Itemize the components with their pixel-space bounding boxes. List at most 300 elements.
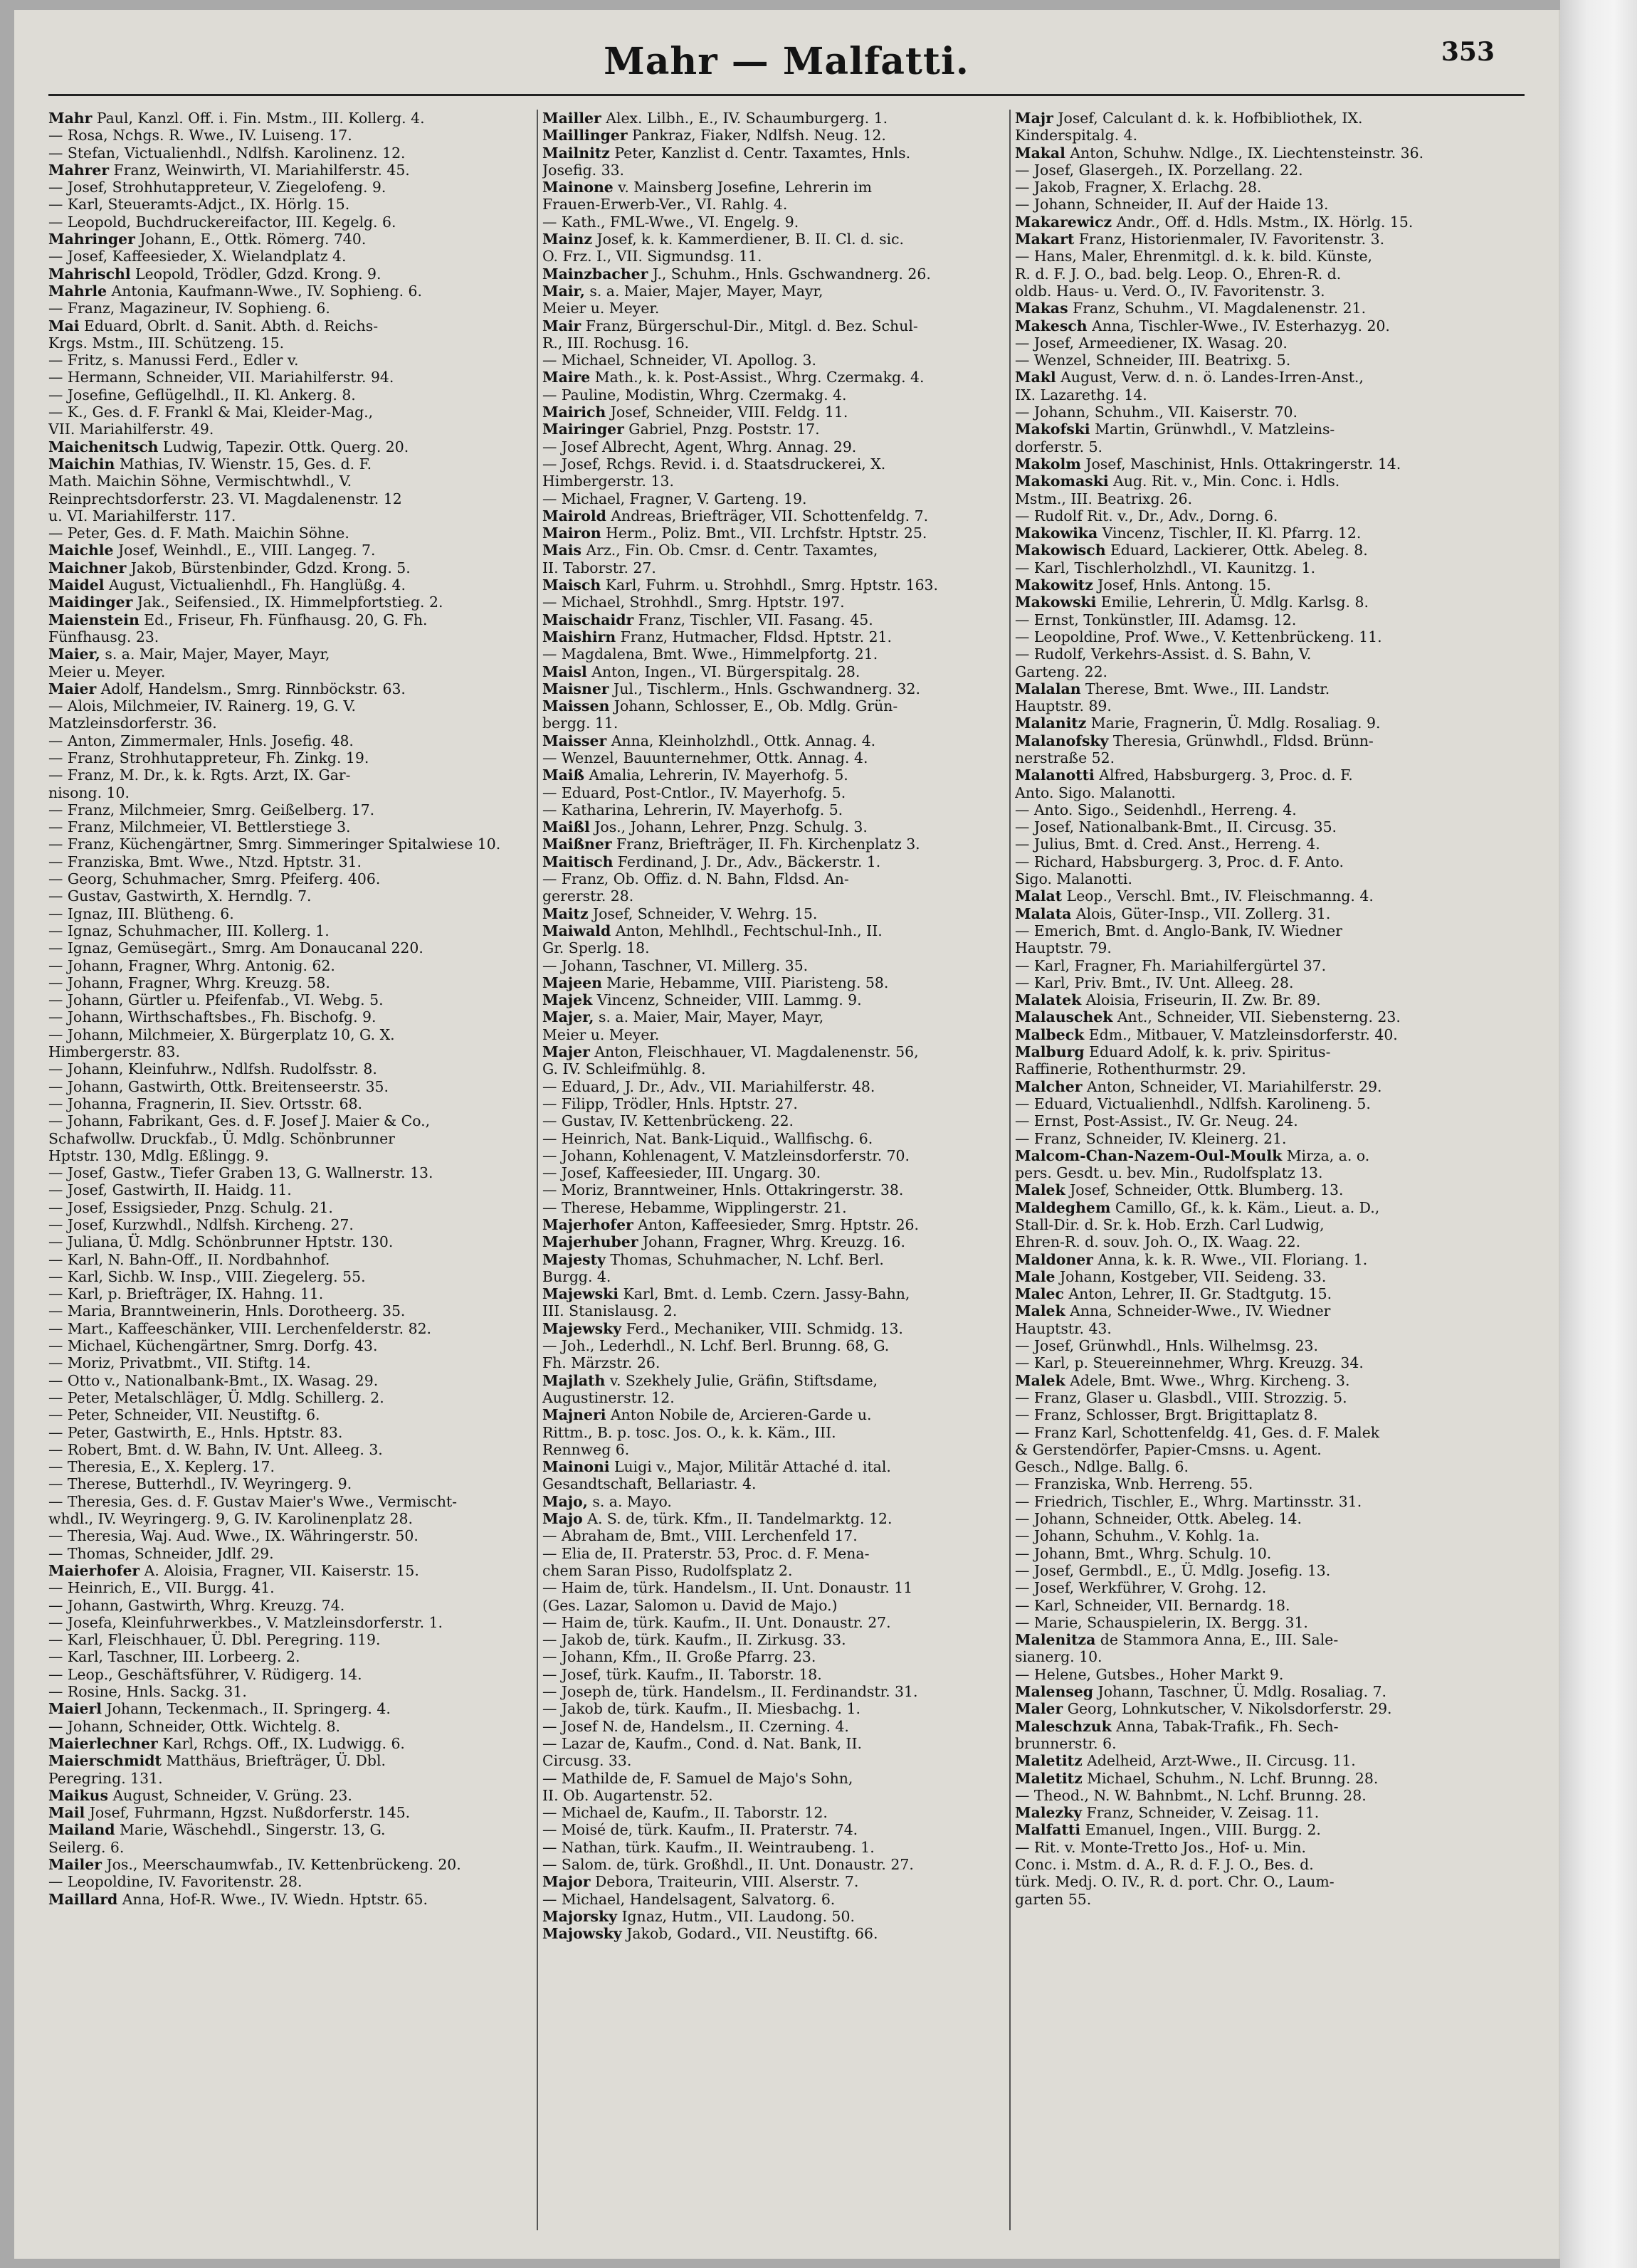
directory-entry-line: Makesch Anna, Tischler-Wwe., IV. Esterhazyg. 20. bbox=[1015, 317, 1390, 334]
directory-entry-line: — Michael, Handelsagent, Salvatorg. 6. bbox=[542, 1890, 836, 1908]
directory-entry-line: — Karl, Steueramts-Adjct., IX. Hörlg. 15. bbox=[48, 196, 350, 213]
directory-entry-line: Frauen-Erwerb-Ver., VI. Rahlg. 4. bbox=[542, 196, 788, 213]
directory-entry-line: Hauptstr. 79. bbox=[1015, 939, 1112, 957]
directory-entry-line: — Jakob de, türk. Kaufm., II. Zirkusg. 33. bbox=[542, 1631, 846, 1649]
directory-entry-line: — Josef, Glasergeh., IX. Porzellang. 22. bbox=[1015, 161, 1303, 179]
directory-entry-line: Majer, s. a. Maier, Mair, Mayer, Mayr, bbox=[542, 1008, 824, 1026]
directory-entry-line: Male Johann, Kostgeber, VII. Seideng. 33. bbox=[1015, 1267, 1327, 1285]
directory-entry-line: türk. Medj. O. IV., R. d. port. Chr. O., Laum- bbox=[1015, 1873, 1335, 1891]
directory-entry-line: Majo, s. a. Mayo. bbox=[542, 1492, 672, 1510]
directory-entry-line: G. IV. Schleifmühlg. 8. bbox=[542, 1060, 706, 1078]
directory-entry-line: — Hans, Maler, Ehrenmitgl. d. k. k. bild. Künste, bbox=[1015, 248, 1373, 265]
directory-entry-line: Maillinger Pankraz, Fiaker, Ndlfsh. Neug. 12. bbox=[542, 127, 886, 144]
directory-entry-line: Malcher Anton, Schneider, VI. Mariahilferstr. 29. bbox=[1015, 1077, 1382, 1095]
directory-entry-line: — Theresia, Ges. d. F. Gustav Maier's Wwe., Vermischt- bbox=[48, 1492, 458, 1510]
directory-entry-line: chem Saran Pisso, Rudolfsplatz 2. bbox=[542, 1561, 793, 1579]
directory-entry-line: Gesandtschaft, Bellariastr. 4. bbox=[542, 1475, 757, 1493]
directory-entry-line: Rennweg 6. bbox=[542, 1440, 630, 1458]
directory-entry-line: Gr. Sperlg. 18. bbox=[542, 939, 650, 957]
directory-entry-line: — Moriz, Branntweiner, Hnls. Ottakringerstr. 38. bbox=[542, 1181, 904, 1199]
directory-entry-line: Mainz Josef, k. k. Kammerdiener, B. II. Cl. d. sic. bbox=[542, 231, 905, 248]
directory-entry-line: — Therese, Hebamme, Wipplingerstr. 21. bbox=[542, 1198, 847, 1216]
directory-entry-line: — Josef, Germbdl., E., Ü. Mdlg. Josefig. 13. bbox=[1015, 1561, 1331, 1579]
directory-entry-line: Makas Franz, Schuhm., VI. Magdalenenstr. 21. bbox=[1015, 300, 1367, 317]
directory-entry-line: Makl August, Verw. d. n. ö. Landes-Irren-Anst., bbox=[1015, 369, 1364, 386]
directory-entry-line: — Nathan, türk. Kaufm., II. Weintraubeng. 1. bbox=[542, 1838, 875, 1856]
directory-entry-line: Majer Anton, Fleischhauer, VI. Magdalenenstr. 56, bbox=[542, 1043, 919, 1061]
directory-entry-line: — Franz, Schlosser, Brgt. Brigittaplatz 8. bbox=[1015, 1406, 1318, 1424]
directory-entry-line: Sigo. Malanotti. bbox=[1015, 870, 1132, 888]
directory-entry-line: — Josef, Nationalbank-Bmt., II. Circusg. 35. bbox=[1015, 818, 1337, 836]
directory-entry-line: Makowitz Josef, Hnls. Antong. 15. bbox=[1015, 576, 1271, 594]
directory-entry-line: Mahrle Antonia, Kaufmann-Wwe., IV. Sophieng. 6. bbox=[48, 282, 422, 300]
directory-entry-line: Hptstr. 130, Mdlg. Eßlingg. 9. bbox=[48, 1146, 269, 1164]
directory-entry-line: Meier u. Meyer. bbox=[48, 663, 166, 680]
directory-entry-line: Makolm Josef, Maschinist, Hnls. Ottakringerstr. 14. bbox=[1015, 455, 1401, 473]
directory-entry-line: brunnerstr. 6. bbox=[1015, 1734, 1117, 1752]
directory-entry-line: II. Taborstr. 27. bbox=[542, 559, 656, 576]
directory-entry-line: Fünfhausg. 23. bbox=[48, 628, 159, 645]
directory-entry-line: — Haim de, türk. Kaufm., II. Unt. Donaustr. 27. bbox=[542, 1613, 891, 1631]
directory-entry-line: — Franziska, Bmt. Wwe., Ntzd. Hptstr. 31. bbox=[48, 853, 362, 870]
directory-entry-line: — Mathilde de, F. Samuel de Majo's Sohn, bbox=[542, 1769, 853, 1787]
directory-entry-line: — Josef, Kaffeesieder, X. Wielandplatz 4. bbox=[48, 248, 347, 265]
directory-entry-line: Garteng. 22. bbox=[1015, 663, 1108, 680]
directory-entry-line: Maier Adolf, Handelsm., Smrg. Rinnböckstr. 63. bbox=[48, 680, 406, 697]
directory-entry-line: — Johann, Schuhm., V. Kohlg. 1a. bbox=[1015, 1527, 1260, 1545]
directory-entry-line: sianerg. 10. bbox=[1015, 1648, 1102, 1666]
directory-entry-line: Mail Josef, Fuhrmann, Hgzst. Nußdorferstr. 145. bbox=[48, 1804, 411, 1822]
directory-entry-line: Math. Maichin Söhne, Vermischtwhdl., V. bbox=[48, 473, 352, 490]
directory-entry-line: — Peter, Ges. d. F. Math. Maichin Söhne. bbox=[48, 524, 349, 542]
directory-entry-line: — Johann, Gastwirth, Whrg. Kreuzg. 74. bbox=[48, 1596, 345, 1614]
directory-entry-line: — Marie, Schauspielerin, IX. Bergg. 31. bbox=[1015, 1613, 1308, 1631]
directory-entry-line: — Filipp, Trödler, Hnls. Hptstr. 27. bbox=[542, 1095, 798, 1112]
directory-entry-line: Himbergerstr. 13. bbox=[542, 473, 674, 490]
directory-entry-line: — Karl, Fleischhauer, Ü. Dbl. Peregring. 119. bbox=[48, 1631, 381, 1649]
directory-entry-line: Malalan Therese, Bmt. Wwe., III. Landstr. bbox=[1015, 680, 1330, 697]
directory-entry-line: — Theresia, Waj. Aud. Wwe., IX. Währingerstr. 50. bbox=[48, 1527, 419, 1545]
directory-entry-line: — Leopold, Buchdruckereifactor, III. Kegelg. 6. bbox=[48, 213, 396, 231]
directory-column-2 bbox=[542, 110, 1033, 2230]
directory-entry-line: — Karl, Priv. Bmt., IV. Unt. Alleeg. 28. bbox=[1015, 974, 1294, 991]
directory-entry-line: Maletitz Michael, Schuhm., N. Lchf. Brunng. 28. bbox=[1015, 1769, 1379, 1787]
directory-entry-line: Rittm., B. p. tosc. Jos. O., k. k. Käm., III. bbox=[542, 1423, 836, 1441]
directory-entry-line: Makart Franz, Historienmaler, IV. Favoritenstr. 3. bbox=[1015, 231, 1385, 248]
directory-entry-line: Malek Anna, Schneider-Wwe., IV. Wiedner bbox=[1015, 1302, 1331, 1320]
directory-entry-line: Maißner Franz, Briefträger, II. Fh. Kirchenplatz 3. bbox=[542, 835, 920, 853]
directory-entry-line: — Katharina, Lehrerin, IV. Mayerhofg. 5. bbox=[542, 801, 843, 818]
directory-entry-line: — Johann, Kfm., II. Große Pfarrg. 23. bbox=[542, 1648, 816, 1666]
directory-entry-line: Stall-Dir. d. Sr. k. Hob. Erzh. Carl Ludwig, bbox=[1015, 1216, 1325, 1233]
directory-entry-line: Mailand Marie, Wäschehdl., Singerstr. 13, G. bbox=[48, 1821, 386, 1839]
directory-entry-line: Himbergerstr. 83. bbox=[48, 1043, 180, 1061]
directory-entry-line: — Franz Karl, Schottenfeldg. 41, Ges. d. F. Malek bbox=[1015, 1423, 1380, 1441]
directory-entry-line: — Rosine, Hnls. Sackg. 31. bbox=[48, 1683, 247, 1701]
directory-entry-line: Malek Adele, Bmt. Wwe., Whrg. Kircheng. 3. bbox=[1015, 1371, 1350, 1389]
directory-entry-line: Malenitza de Stammora Anna, E., III. Sale- bbox=[1015, 1631, 1339, 1649]
directory-entry-line: Malata Alois, Güter-Insp., VII. Zollerg. 31. bbox=[1015, 904, 1331, 922]
directory-entry-line: Malat Leop., Verschl. Bmt., IV. Fleischmanng. 4. bbox=[1015, 887, 1374, 905]
directory-page bbox=[14, 10, 1559, 2259]
directory-entry-line: nisong. 10. bbox=[48, 784, 130, 801]
directory-entry-line: (Ges. Lazar, Salomon u. David de Majo.) bbox=[542, 1596, 838, 1614]
directory-entry-line: — Moriz, Privatbmt., VII. Stiftg. 14. bbox=[48, 1354, 311, 1372]
directory-entry-line: Maichle Josef, Weinhdl., E., VIII. Langeg. 7. bbox=[48, 542, 376, 559]
directory-entry-line: dorferstr. 5. bbox=[1015, 438, 1103, 455]
directory-entry-line: Maisl Anton, Ingen., VI. Bürgerspitalg. 28. bbox=[542, 663, 860, 680]
directory-entry-line: — Josef, Armeediener, IX. Wasag. 20. bbox=[1015, 334, 1288, 352]
directory-entry-line: — Johann, Bmt., Whrg. Schulg. 10. bbox=[1015, 1544, 1272, 1562]
directory-entry-line: Maleschzuk Anna, Tabak-Trafik., Fh. Sech- bbox=[1015, 1717, 1339, 1735]
directory-entry-line: — Johann, Kleinfuhrw., Ndlfsh. Rudolfsstr. 8. bbox=[48, 1060, 377, 1078]
directory-entry-line: — Peter, Metalschläger, Ü. Mdlg. Schillerg. 2. bbox=[48, 1388, 384, 1406]
directory-entry-line: Makal Anton, Schuhw. Ndlge., IX. Liechtensteinstr. 36. bbox=[1015, 144, 1424, 162]
directory-entry-line: whdl., IV. Weyringerg. 9, G. IV. Karolinenplatz 28. bbox=[48, 1510, 413, 1528]
directory-entry-line: Maierhofer A. Aloisia, Fragner, VII. Kaiserstr. 15. bbox=[48, 1561, 419, 1579]
directory-entry-line: Makomaski Aug. Rit. v., Min. Conc. i. Hdls. bbox=[1015, 473, 1340, 490]
directory-entry-line: Majerhofer Anton, Kaffeesieder, Smrg. Hptstr. 26. bbox=[542, 1216, 920, 1233]
directory-entry-line: — Mart., Kaffeeschänker, VIII. Lerchenfelderstr. 82. bbox=[48, 1319, 432, 1337]
directory-entry-line: — Karl, Taschner, III. Lorbeerg. 2. bbox=[48, 1648, 300, 1666]
directory-entry-line: — Julius, Bmt. d. Cred. Anst., Herreng. 4. bbox=[1015, 835, 1320, 853]
directory-entry-line: — Johann, Schuhm., VII. Kaiserstr. 70. bbox=[1015, 404, 1298, 421]
directory-entry-line: III. Stanislausg. 2. bbox=[542, 1302, 678, 1320]
directory-entry-line: Majek Vincenz, Schneider, VIII. Lammg. 9. bbox=[542, 991, 862, 1009]
directory-entry-line: Mair Franz, Bürgerschul-Dir., Mitgl. d. Bez. Schul- bbox=[542, 317, 918, 334]
directory-entry-line: — Josef, Gastwirth, II. Haidg. 11. bbox=[48, 1181, 292, 1199]
directory-entry-line: — Josefine, Geflügelhdl., II. Kl. Ankerg. 8. bbox=[48, 386, 356, 404]
directory-entry-line: — Johann, Fragner, Whrg. Kreuzg. 58. bbox=[48, 974, 330, 991]
directory-entry-line: Krgs. Mstm., III. Schützeng. 15. bbox=[48, 334, 285, 352]
directory-entry-line: Malezky Franz, Schneider, V. Zeisag. 11. bbox=[1015, 1804, 1320, 1822]
directory-entry-line: — Jakob de, türk. Kaufm., II. Miesbachg. 1. bbox=[542, 1700, 860, 1718]
directory-entry-line: — Michael, Strohhdl., Smrg. Hptstr. 197. bbox=[542, 594, 845, 611]
directory-entry-line: — Anto. Sigo., Seidenhdl., Herreng. 4. bbox=[1015, 801, 1297, 818]
directory-entry-line: — Johann, Gürtler u. Pfeifenfab., VI. Webg. 5. bbox=[48, 991, 384, 1009]
directory-entry-line: — Ignaz, III. Blütheng. 6. bbox=[48, 904, 234, 922]
directory-entry-line: — Lazar de, Kaufm., Cond. d. Nat. Bank, II. bbox=[542, 1734, 863, 1752]
directory-entry-line: Gesch., Ndlge. Ballg. 6. bbox=[1015, 1458, 1189, 1476]
directory-entry-line: — Helene, Gutsbes., Hoher Markt 9. bbox=[1015, 1665, 1284, 1683]
directory-entry-line: Maichenitsch Ludwig, Tapezir. Ottk. Querg. 20. bbox=[48, 438, 409, 455]
directory-entry-line: — Leop., Geschäftsführer, V. Rüdigerg. 14. bbox=[48, 1665, 362, 1683]
directory-entry-line: — Hermann, Schneider, VII. Mariahilferstr. 94. bbox=[48, 369, 394, 386]
directory-entry-line: — Haim de, türk. Handelsm., II. Unt. Donaustr. 11 bbox=[542, 1579, 913, 1597]
directory-entry-line: R., III. Rochusg. 16. bbox=[542, 334, 690, 352]
directory-entry-line: Hauptstr. 89. bbox=[1015, 697, 1112, 715]
directory-entry-line: Maikus August, Schneider, V. Grüng. 23. bbox=[48, 1786, 352, 1804]
directory-entry-line: Maler Georg, Lohnkutscher, V. Nikolsdorferstr. 29. bbox=[1015, 1700, 1392, 1718]
directory-entry-line: IX. Lazarethg. 14. bbox=[1015, 386, 1147, 404]
directory-entry-line: — Johann, Taschner, VI. Millerg. 35. bbox=[542, 956, 809, 974]
directory-entry-line: Majesty Thomas, Schuhmacher, N. Lchf. Berl. bbox=[542, 1250, 884, 1268]
directory-entry-line: — Franz, Milchmeier, Smrg. Geißelberg. 17. bbox=[48, 801, 375, 818]
directory-entry-line: oldb. Haus- u. Verd. O., IV. Favoritenstr. 3. bbox=[1015, 282, 1325, 300]
directory-entry-line: Makowika Vincenz, Tischler, II. Kl. Pfarrg. 12. bbox=[1015, 524, 1362, 542]
directory-entry-line: — Otto v., Nationalbank-Bmt., IX. Wasag. 29. bbox=[48, 1371, 379, 1389]
directory-entry-line: Fh. Märzstr. 26. bbox=[542, 1354, 660, 1372]
page-number: 353 bbox=[1441, 37, 1495, 67]
directory-entry-line: Maißl Jos., Johann, Lehrer, Pnzg. Schulg. 3. bbox=[542, 818, 868, 836]
directory-entry-line: Mahr Paul, Kanzl. Off. i. Fin. Mstm., III. Kollerg. 4. bbox=[48, 110, 425, 127]
directory-entry-line: Makarewicz Andr., Off. d. Hdls. Mstm., IX. Hörlg. 15. bbox=[1015, 213, 1414, 231]
directory-entry-line: Malanitz Marie, Fragnerin, Ü. Mdlg. Rosaliag. 9. bbox=[1015, 714, 1381, 732]
directory-entry-line: — Stefan, Victualienhdl., Ndlfsh. Karolinenz. 12. bbox=[48, 144, 406, 162]
directory-entry-line: Mairich Josef, Schneider, VIII. Feldg. 11. bbox=[542, 404, 848, 421]
directory-entry-line: — Karl, Schneider, VII. Bernardg. 18. bbox=[1015, 1596, 1290, 1614]
directory-entry-line: Majorsky Ignaz, Hutm., VII. Laudong. 50. bbox=[542, 1907, 855, 1925]
directory-entry-line: Makowski Emilie, Lehrerin, Ü. Mdlg. Karlsg. 8. bbox=[1015, 594, 1369, 611]
directory-entry-line: — Rit. v. Monte-Tretto Jos., Hof- u. Min. bbox=[1015, 1838, 1306, 1856]
directory-entry-line: Maidel August, Victualienhdl., Fh. Hanglüßg. 4. bbox=[48, 576, 406, 594]
directory-entry-line: Maldeghem Camillo, Gf., k. k. Käm., Lieut. a. D., bbox=[1015, 1198, 1380, 1216]
directory-entry-line: — Friedrich, Tischler, E., Whrg. Martinsstr. 31. bbox=[1015, 1492, 1362, 1510]
directory-entry-line: — Josef Albrecht, Agent, Whrg. Annag. 29. bbox=[542, 438, 857, 455]
directory-entry-line: Burgg. 4. bbox=[542, 1267, 611, 1285]
directory-entry-line: Malfatti Emanuel, Ingen., VIII. Burgg. 2. bbox=[1015, 1821, 1321, 1839]
directory-entry-line: — Michael, Küchengärtner, Smrg. Dorfg. 43. bbox=[48, 1337, 378, 1355]
directory-entry-line: — Ernst, Post-Assist., IV. Gr. Neug. 24. bbox=[1015, 1112, 1298, 1130]
directory-entry-line: Anto. Sigo. Malanotti. bbox=[1015, 784, 1176, 801]
directory-entry-line: Maitz Josef, Schneider, V. Wehrg. 15. bbox=[542, 904, 818, 922]
directory-entry-line: — Johann, Gastwirth, Ottk. Breitenseerstr. 35. bbox=[48, 1077, 389, 1095]
directory-entry-line: — Franz, M. Dr., k. k. Rgts. Arzt, IX. Gar- bbox=[48, 766, 351, 784]
directory-entry-line: — Rudolf, Verkehrs-Assist. d. S. Bahn, V. bbox=[1015, 645, 1312, 663]
directory-entry-line: — Michael, Schneider, VI. Apollog. 3. bbox=[542, 352, 816, 369]
directory-entry-line: Kinderspitalg. 4. bbox=[1015, 127, 1138, 144]
directory-entry-line: — Franz, Schneider, IV. Kleinerg. 21. bbox=[1015, 1129, 1287, 1147]
directory-entry-line: Maldoner Anna, k. k. R. Wwe., VII. Floriang. 1. bbox=[1015, 1250, 1368, 1268]
page-title: Mahr — Malfatti. bbox=[604, 40, 969, 83]
directory-entry-line: Maischaidr Franz, Tischler, VII. Fasang. 45. bbox=[542, 611, 873, 628]
directory-entry-line: Reinprechtsdorferstr. 23. VI. Magdalenenstr. 12 bbox=[48, 490, 402, 507]
directory-entry-line: — Fritz, s. Manussi Ferd., Edler v. bbox=[48, 352, 299, 369]
directory-entry-line: Maillard Anna, Hof-R. Wwe., IV. Wiedn. Hptstr. 65. bbox=[48, 1890, 428, 1908]
directory-entry-line: — Peter, Gastwirth, E., Hnls. Hptstr. 83. bbox=[48, 1423, 343, 1441]
directory-entry-line: — Franz, Strohhutappreteur, Fh. Zinkg. 19. bbox=[48, 749, 369, 766]
directory-entry-line: — Peter, Schneider, VII. Neustiftg. 6. bbox=[48, 1406, 320, 1424]
directory-entry-line: Malburg Eduard Adolf, k. k. priv. Spiritus- bbox=[1015, 1043, 1331, 1061]
directory-entry-line: Mailer Jos., Meerschaumwfab., IV. Kettenbrückeng. 20. bbox=[48, 1855, 461, 1873]
directory-entry-line: — Karl, Tischlerholzhdl., VI. Kaunitzg. 1. bbox=[1015, 559, 1316, 576]
directory-entry-line: Majlath v. Szekhely Julie, Gräfin, Stiftsdame, bbox=[542, 1371, 878, 1389]
directory-entry-line: Maletitz Adelheid, Arzt-Wwe., II. Circusg. 11. bbox=[1015, 1752, 1356, 1770]
directory-entry-line: — Franz, Glaser u. Glasbdl., VIII. Strozzig. 5. bbox=[1015, 1388, 1347, 1406]
column-divider bbox=[1009, 110, 1011, 2230]
directory-entry-line: — Leopoldine, IV. Favoritenstr. 28. bbox=[48, 1873, 302, 1891]
directory-entry-line: — Eduard, Post-Cntlor., IV. Mayerhofg. 5. bbox=[542, 784, 846, 801]
directory-entry-line: Meier u. Meyer. bbox=[542, 300, 660, 317]
column-divider bbox=[537, 110, 538, 2230]
directory-entry-line: Matzleinsdorferstr. 36. bbox=[48, 714, 217, 732]
directory-entry-line: — Josef, Rchgs. Revid. i. d. Staatsdruckerei, X. bbox=[542, 455, 886, 473]
directory-entry-line: Maierschmidt Matthäus, Briefträger, Ü. Dbl. bbox=[48, 1752, 386, 1770]
directory-entry-line: Mahrischl Leopold, Trödler, Gdzd. Krong. 9. bbox=[48, 265, 381, 283]
directory-entry-line: — Franz, Magazineur, IV. Sophieng. 6. bbox=[48, 300, 330, 317]
directory-entry-line: Makofski Martin, Grünwhdl., V. Matzleins- bbox=[1015, 421, 1335, 438]
directory-entry-line: Josefig. 33. bbox=[542, 161, 625, 179]
directory-entry-line: — Franziska, Wnb. Herreng. 55. bbox=[1015, 1475, 1253, 1493]
directory-entry-line: — Johann, Schneider, II. Auf der Haide 13. bbox=[1015, 196, 1329, 213]
directory-entry-line: II. Ob. Augartenstr. 52. bbox=[542, 1786, 713, 1804]
directory-entry-line: nerstraße 52. bbox=[1015, 749, 1115, 766]
directory-entry-line: Mairinger Gabriel, Pnzg. Poststr. 17. bbox=[542, 421, 820, 438]
directory-entry-line: Maisch Karl, Fuhrm. u. Strohhdl., Smrg. Hptstr. 163. bbox=[542, 576, 939, 594]
directory-entry-line: — Josef N. de, Handelsm., II. Czerning. 4. bbox=[542, 1717, 849, 1735]
directory-entry-line: Malanofsky Theresia, Grünwhdl., Fldsd. Brünn- bbox=[1015, 732, 1374, 749]
directory-entry-line: O. Frz. I., VII. Sigmundsg. 11. bbox=[542, 248, 762, 265]
directory-column-1 bbox=[48, 110, 539, 2230]
directory-entry-line: Majewsky Ferd., Mechaniker, VIII. Schmidg. 13. bbox=[542, 1319, 903, 1337]
directory-entry-line: — Wenzel, Schneider, III. Beatrixg. 5. bbox=[1015, 352, 1291, 369]
directory-entry-line: Mainoni Luigi v., Major, Militär Attaché d. ital. bbox=[542, 1458, 891, 1476]
directory-entry-line: — Emerich, Bmt. d. Anglo-Bank, IV. Wiedner bbox=[1015, 922, 1342, 939]
directory-entry-line: Maissen Johann, Schlosser, E., Ob. Mdlg. Grün- bbox=[542, 697, 898, 715]
directory-entry-line: — Jakob, Fragner, X. Erlachg. 28. bbox=[1015, 179, 1262, 196]
directory-entry-line: — Magdalena, Bmt. Wwe., Himmelpfortg. 21. bbox=[542, 645, 878, 663]
directory-entry-line: — Josef, Grünwhdl., Hnls. Wilhelmsg. 23. bbox=[1015, 1337, 1319, 1355]
directory-entry-line: pers. Gesdt. u. bev. Min., Rudolfsplatz 13. bbox=[1015, 1164, 1323, 1182]
scan-edge bbox=[1560, 0, 1637, 2268]
directory-entry-line: — Ignaz, Gemüsegärt., Smrg. Am Donaucanal 220. bbox=[48, 939, 423, 957]
directory-entry-line: Maishirn Franz, Hutmacher, Fldsd. Hptstr. 21. bbox=[542, 628, 893, 645]
directory-entry-line: Majo A. S. de, türk. Kfm., II. Tandelmarktg. 12. bbox=[542, 1510, 893, 1528]
directory-entry-line: Circusg. 33. bbox=[542, 1752, 632, 1770]
directory-entry-line: — Anton, Zimmermaler, Hnls. Josefig. 48. bbox=[48, 732, 354, 749]
directory-entry-line: & Gerstendörfer, Papier-Cmsns. u. Agent. bbox=[1015, 1440, 1322, 1458]
directory-entry-line: — Johann, Kohlenagent, V. Matzleinsdorferstr. 70. bbox=[542, 1146, 910, 1164]
directory-entry-line: Malek Josef, Schneider, Ottk. Blumberg. 13. bbox=[1015, 1181, 1344, 1199]
directory-entry-line: Maidinger Jak., Seifensied., IX. Himmelpfortstieg. 2. bbox=[48, 594, 443, 611]
directory-entry-line: gererstr. 28. bbox=[542, 887, 634, 905]
directory-entry-line: — Franz, Küchengärtner, Smrg. Simmeringer Spitalwiese 10. bbox=[48, 835, 501, 853]
directory-entry-line: Maierl Johann, Teckenmach., II. Springerg. 4. bbox=[48, 1700, 391, 1718]
directory-entry-line: Malcom-Chan-Nazem-Oul-Moulk Mirza, a. o. bbox=[1015, 1146, 1370, 1164]
directory-entry-line: — Moisé de, türk. Kaufm., II. Praterstr. 74. bbox=[542, 1821, 858, 1839]
directory-entry-line: — Ignaz, Schuhmacher, III. Kollerg. 1. bbox=[48, 922, 330, 939]
directory-entry-line: — Salom. de, türk. Großhdl., II. Unt. Donaustr. 27. bbox=[542, 1855, 914, 1873]
directory-entry-line: — Karl, p. Steuereinnehmer, Whrg. Kreuzg. 34. bbox=[1015, 1354, 1364, 1372]
directory-entry-line: Maire Math., k. k. Post-Assist., Whrg. Czermakg. 4. bbox=[542, 369, 925, 386]
directory-entry-line: — Karl, Fragner, Fh. Mariahilfergürtel 37. bbox=[1015, 956, 1327, 974]
directory-entry-line: — Johann, Schneider, Ottk. Abeleg. 14. bbox=[1015, 1510, 1302, 1528]
directory-entry-line: — Johann, Schneider, Ottk. Wichtelg. 8. bbox=[48, 1717, 341, 1735]
directory-entry-line: — Josef, Essigsieder, Pnzg. Schulg. 21. bbox=[48, 1198, 333, 1216]
directory-entry-line: Majr Josef, Calculant d. k. k. Hofbibliothek, IX. bbox=[1015, 110, 1363, 127]
directory-entry-line: Ehren-R. d. souv. Joh. O., IX. Waag. 22. bbox=[1015, 1233, 1301, 1251]
directory-entry-line: — K., Ges. d. F. Frankl & Mai, Kleider-Mag., bbox=[48, 404, 374, 421]
directory-entry-line: — Rudolf Rit. v., Dr., Adv., Dorng. 6. bbox=[1015, 507, 1278, 524]
directory-entry-line: — Pauline, Modistin, Whrg. Czermakg. 4. bbox=[542, 386, 847, 404]
directory-entry-line: — Josef, Werkführer, V. Grohg. 12. bbox=[1015, 1579, 1267, 1597]
directory-entry-line: R. d. F. J. O., bad. belg. Leop. O., Ehren-R. d. bbox=[1015, 265, 1342, 283]
directory-entry-line: Conc. i. Mstm. d. A., R. d. F. J. O., Bes. d. bbox=[1015, 1855, 1314, 1873]
directory-entry-line: Malec Anton, Lehrer, II. Gr. Stadtgutg. 15. bbox=[1015, 1285, 1332, 1303]
directory-entry-line: Malatek Aloisia, Friseurin, II. Zw. Br. 89. bbox=[1015, 991, 1321, 1009]
directory-entry-line: garten 55. bbox=[1015, 1890, 1092, 1908]
directory-entry-line: — Michael, Fragner, V. Garteng. 19. bbox=[542, 490, 807, 507]
directory-entry-line: Majowsky Jakob, Godard., VII. Neustiftg. 66. bbox=[542, 1925, 878, 1943]
directory-entry-line: Maisser Anna, Kleinholzhdl., Ottk. Annag. 4. bbox=[542, 732, 876, 749]
directory-entry-line: Maiwald Anton, Mehlhdl., Fechtschul-Inh., II. bbox=[542, 922, 883, 939]
directory-entry-line: Schafwollw. Druckfab., Ü. Mdlg. Schönbrunner bbox=[48, 1129, 395, 1147]
directory-entry-line: Maisner Jul., Tischlerm., Hnls. Gschwandnerg. 32. bbox=[542, 680, 920, 697]
directory-entry-line: Hauptstr. 43. bbox=[1015, 1319, 1112, 1337]
directory-entry-line: — Wenzel, Bauunternehmer, Ottk. Annag. 4. bbox=[542, 749, 868, 766]
directory-entry-line: — Karl, Sichb. W. Insp., VIII. Ziegelerg. 55. bbox=[48, 1267, 366, 1285]
directory-entry-line: Majewski Karl, Bmt. d. Lemb. Czern. Jassy-Bahn, bbox=[542, 1285, 910, 1303]
directory-entry-line: — Theod., N. W. Bahnbmt., N. Lchf. Brunng. 28. bbox=[1015, 1786, 1367, 1804]
directory-entry-line: — Heinrich, Nat. Bank-Liquid., Wallfischg. 6. bbox=[542, 1129, 873, 1147]
directory-entry-line: — Johann, Fragner, Whrg. Antonig. 62. bbox=[48, 956, 335, 974]
directory-entry-line: Major Debora, Traiteurin, VIII. Alserstr. 7. bbox=[542, 1873, 859, 1891]
directory-entry-line: VII. Mariahilferstr. 49. bbox=[48, 421, 214, 438]
directory-entry-line: Maichin Mathias, IV. Wienstr. 15, Ges. d. F. bbox=[48, 455, 372, 473]
directory-entry-line: Malenseg Johann, Taschner, Ü. Mdlg. Rosaliag. 7. bbox=[1015, 1683, 1387, 1701]
directory-entry-line: Majerhuber Johann, Fragner, Whrg. Kreuzg. 16. bbox=[542, 1233, 905, 1251]
directory-entry-line: — Georg, Schuhmacher, Smrg. Pfeiferg. 406. bbox=[48, 870, 381, 888]
directory-entry-line: — Thomas, Schneider, Jdlf. 29. bbox=[48, 1544, 274, 1562]
directory-entry-line: Mainone v. Mainsberg Josefine, Lehrerin im bbox=[542, 179, 872, 196]
directory-entry-line: Mstm., III. Beatrixg. 26. bbox=[1015, 490, 1193, 507]
directory-entry-line: — Heinrich, E., VII. Burgg. 41. bbox=[48, 1579, 275, 1597]
header-rule bbox=[48, 94, 1525, 96]
directory-entry-line: — Johanna, Fragnerin, II. Siev. Ortsstr. 68. bbox=[48, 1095, 363, 1112]
directory-entry-line: Mailnitz Peter, Kanzlist d. Centr. Taxamtes, Hnls. bbox=[542, 144, 911, 162]
directory-entry-line: Majeen Marie, Hebamme, VIII. Piaristeng. 58. bbox=[542, 974, 889, 991]
directory-column-3 bbox=[1015, 110, 1506, 2230]
directory-entry-line: Maierlechner Karl, Rchgs. Off., IX. Ludwigg. 6. bbox=[48, 1734, 405, 1752]
directory-entry-line: — Franz, Ob. Offiz. d. N. Bahn, Fldsd. An- bbox=[542, 870, 849, 888]
directory-entry-line: Mainzbacher J., Schuhm., Hnls. Gschwandnerg. 26. bbox=[542, 265, 931, 283]
directory-entry-line: u. VI. Mariahilferstr. 117. bbox=[48, 507, 236, 524]
directory-entry-line: — Franz, Milchmeier, VI. Bettlerstiege 3. bbox=[48, 818, 351, 836]
directory-entry-line: — Josef, Kaffeesieder, III. Ungarg. 30. bbox=[542, 1164, 821, 1182]
directory-entry-line: — Therese, Butterhdl., IV. Weyringerg. 9. bbox=[48, 1475, 352, 1493]
directory-entry-line: — Joh., Lederhdl., N. Lchf. Berl. Brunng. 68, G. bbox=[542, 1337, 890, 1355]
directory-entry-line: — Michael de, Kaufm., II. Taborstr. 12. bbox=[542, 1804, 828, 1822]
directory-entry-line: — Josef, Strohhutappreteur, V. Ziegelofeng. 9. bbox=[48, 179, 386, 196]
directory-entry-line: Mais Arz., Fin. Ob. Cmsr. d. Centr. Taxamtes, bbox=[542, 542, 878, 559]
directory-entry-line: Mahringer Johann, E., Ottk. Römerg. 740. bbox=[48, 231, 367, 248]
directory-entry-line: Maichner Jakob, Bürstenbinder, Gdzd. Krong. 5. bbox=[48, 559, 411, 576]
directory-entry-line: — Joseph de, türk. Handelsm., II. Ferdinandstr. 31. bbox=[542, 1683, 918, 1701]
directory-entry-line: — Elia de, II. Praterstr. 53, Proc. d. F. Mena- bbox=[542, 1544, 870, 1562]
directory-entry-line: — Josef, Kurzwhdl., Ndlfsh. Kircheng. 27. bbox=[48, 1216, 354, 1233]
directory-entry-line: — Josef, Gastw., Tiefer Graben 13, G. Wallnerstr. 13. bbox=[48, 1164, 433, 1182]
directory-entry-line: — Eduard, J. Dr., Adv., VII. Mariahilferstr. 48. bbox=[542, 1077, 875, 1095]
directory-entry-line: — Josef, türk. Kaufm., II. Taborstr. 18. bbox=[542, 1665, 822, 1683]
directory-entry-line: Meier u. Meyer. bbox=[542, 1025, 660, 1043]
directory-entry-line: Peregring. 131. bbox=[48, 1769, 163, 1787]
directory-entry-line: Mairon Herm., Poliz. Bmt., VII. Lrchfstr. Hptstr. 25. bbox=[542, 524, 927, 542]
directory-entry-line: — Juliana, Ü. Mdlg. Schönbrunner Hptstr. 130. bbox=[48, 1233, 394, 1251]
directory-entry-line: — Leopoldine, Prof. Wwe., V. Kettenbrückeng. 11. bbox=[1015, 628, 1382, 645]
directory-entry-line: Augustinerstr. 12. bbox=[542, 1388, 675, 1406]
directory-entry-line: Mair, s. a. Maier, Majer, Mayer, Mayr, bbox=[542, 282, 823, 300]
directory-entry-line: Maienstein Ed., Friseur, Fh. Fünfhausg. 20, G. Fh. bbox=[48, 611, 428, 628]
directory-entry-line: — Theresia, E., X. Keplerg. 17. bbox=[48, 1458, 275, 1476]
directory-entry-line: — Johann, Wirthschaftsbes., Fh. Bischofg. 9. bbox=[48, 1008, 377, 1026]
directory-entry-line: — Maria, Branntweinerin, Hnls. Dorotheerg. 35. bbox=[48, 1302, 406, 1320]
directory-entry-line: Seilerg. 6. bbox=[48, 1838, 125, 1856]
directory-entry-line: — Johann, Fabrikant, Ges. d. F. Josef J. Maier & Co., bbox=[48, 1112, 431, 1130]
directory-entry-line: Mahrer Franz, Weinwirth, VI. Mariahilferstr. 45. bbox=[48, 161, 410, 179]
directory-entry-line: Malauschek Ant., Schneider, VII. Siebensterng. 23. bbox=[1015, 1008, 1401, 1026]
directory-entry-line: — Ernst, Tonkünstler, III. Adamsg. 12. bbox=[1015, 611, 1297, 628]
directory-entry-line: — Karl, N. Bahn-Off., II. Nordbahnhof. bbox=[48, 1250, 330, 1268]
